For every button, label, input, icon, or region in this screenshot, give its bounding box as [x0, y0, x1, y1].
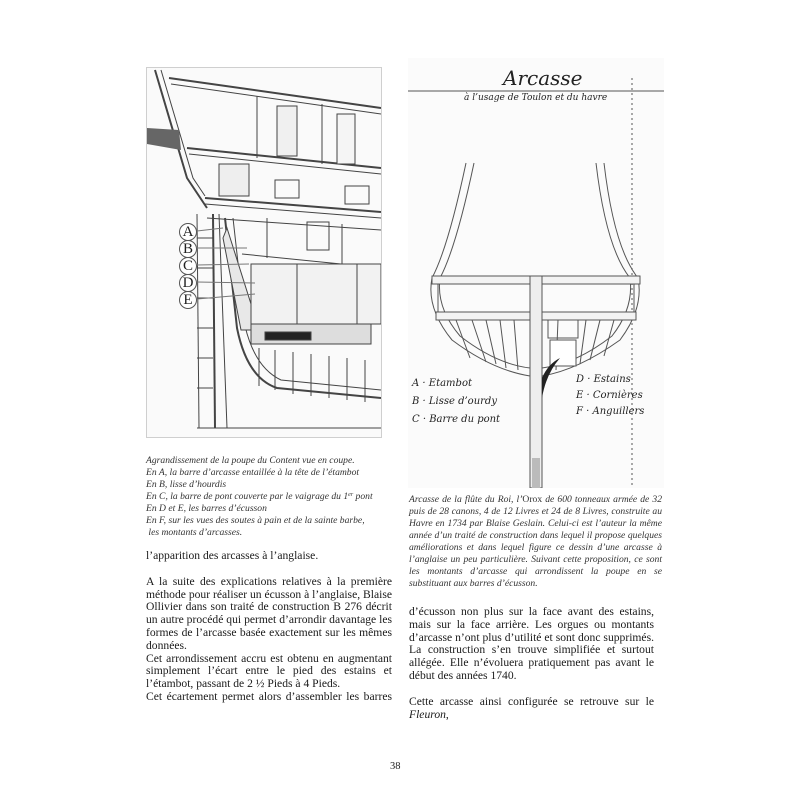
left-figure-caption — [146, 455, 406, 539]
caption-line: En F, sur les vues des soutes à pain et de la sainte barbe, — [146, 515, 365, 526]
right-figure-caption: Arcasse de la flûte du Roi, l’Orox de 600 tonneaux armée de 32 puis de 28 canons, 4 de 12 Livres et 24 de 8 Livres, construite au Havre en 1734 par Blaise Geslain. Celui-ci est l’auteur la même année d’un traité de construction dans lequel il propose quelques améliorations et dans lequel figure ce dessin d’une arcasse à l’anglaise un peu particulière. Suivant cette proposition, ce sont les montants d’arcasse qui arrondissent la poupe en se substituant aux barres d’écusson. — [409, 494, 662, 589]
paragraph: A la suite des explications relatives à la première méthode pour réaliser un écusson à l’anglaise, Blaise Ollivier dans son traité de construction B 276 décrit un autre procédé qui permet d’arrondir davantage les formes de l’arcasse basée exactement sur les mêmes données. — [146, 574, 392, 652]
legend-item-a: A · Etambot — [412, 378, 472, 389]
body-column-right — [409, 606, 654, 721]
body-column-left — [146, 550, 392, 704]
stern-section-drawing — [146, 67, 382, 438]
paragraph: d’écusson non plus sur la face avant des estains, mais sur la face arrière. Les orgues ou montants d’arcasse n’ont plus d’utilité et sont donc supprimés. La construction s’en trouve simplifiée et surtout allégée. Elle n’évoluera pratiquement pas avant le début des années 1740. — [409, 605, 654, 682]
legend-item-e: E · Cornières — [576, 390, 643, 401]
page-number: 38 — [390, 761, 401, 772]
callout-e: E — [179, 291, 197, 309]
legend-item-d: D · Estains — [576, 374, 631, 385]
ship-name-fleuron: Fleuron — [409, 707, 446, 721]
caption-line: En D et E, les barres d’écusson — [146, 503, 267, 514]
caption-line: En A, la barre d’arcasse entaillée à la tête de l’étambot — [146, 467, 360, 478]
legend-item-f: F · Anguillers — [576, 406, 645, 417]
drawing-subtitle: à l’usage de Toulon et du havre — [464, 93, 608, 103]
drawing-title: Arcasse — [503, 66, 583, 90]
caption-line: En C, la barre de pont couverte par le vaigrage du 1er pont — [146, 491, 373, 502]
legend-item-b: B · Lisse d’ourdy — [412, 396, 497, 407]
paragraph: Cet arrondissement accru est obtenu en augmentant simplement l’écart entre le pied des estains et l’étambot, passant de 2 ½ Pieds à 4 Pieds. — [146, 651, 392, 691]
caption-line: Agrandissement de la poupe du Content vue en coupe. — [146, 455, 355, 466]
paragraph: Cet écartement permet alors d’assembler les barres — [146, 689, 392, 703]
callout-a: A — [179, 223, 197, 241]
ship-name: Orox — [522, 494, 543, 505]
paragraph: Cette arcasse ainsi configurée se retrouve sur le Fleuron, — [409, 694, 654, 721]
callout-d: D — [179, 274, 197, 292]
paragraph: l’apparition des arcasses à l’anglaise. — [146, 549, 319, 562]
legend-item-c: C · Barre du pont — [412, 414, 501, 425]
caption-line: En B, lisse d’hourdis — [146, 479, 227, 490]
callout-b: B — [179, 240, 197, 258]
caption-line: les montants d’arcasses. — [146, 527, 243, 538]
callout-c: C — [179, 257, 197, 275]
arcasse-drawing — [408, 58, 664, 488]
